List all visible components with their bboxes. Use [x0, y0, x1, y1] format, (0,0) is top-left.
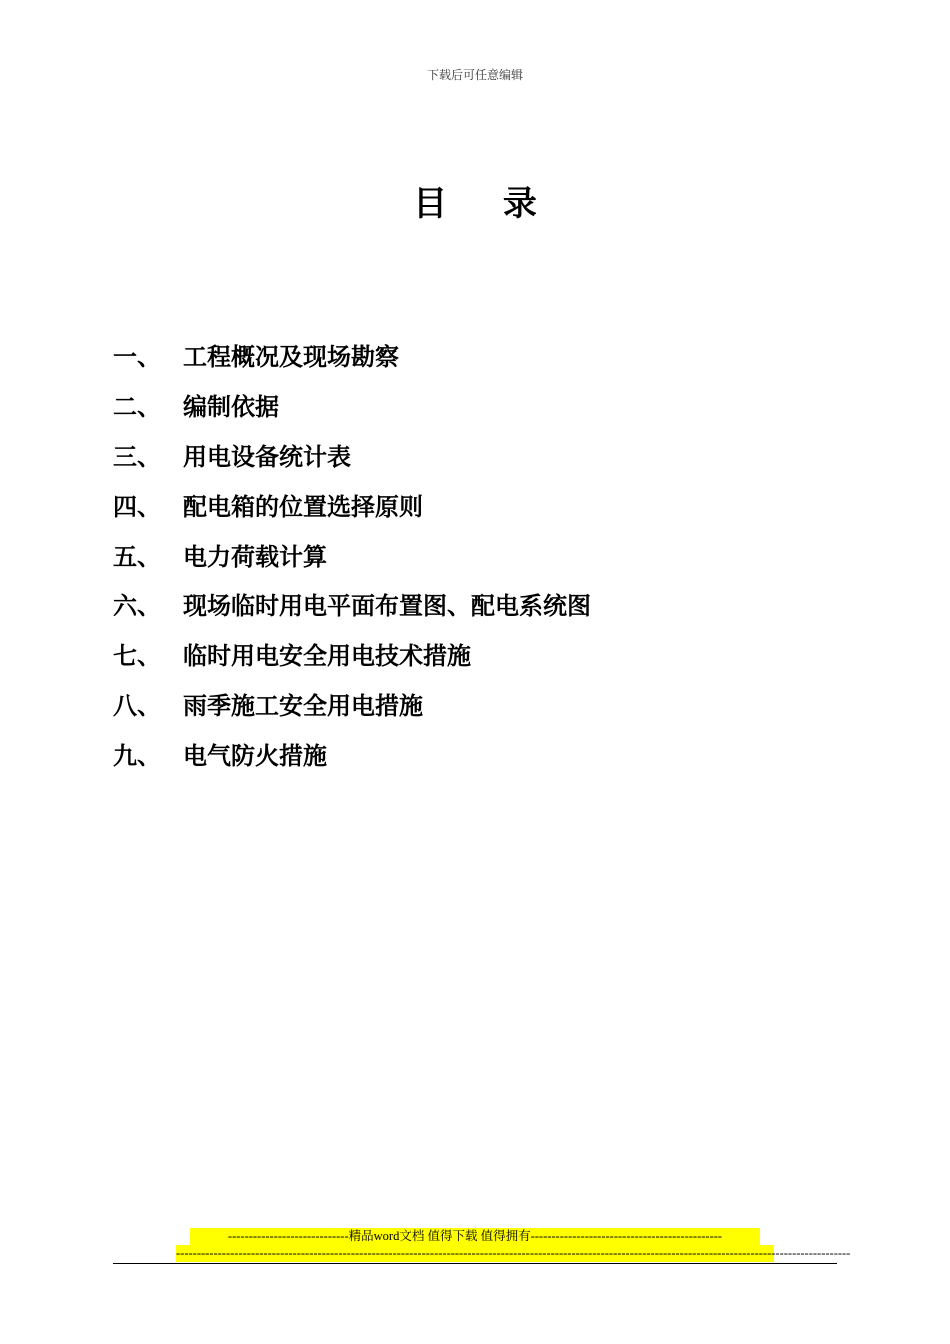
footer-divider [113, 1263, 837, 1264]
toc-item-text: 工程概况及现场勘察 [183, 343, 399, 372]
toc-item [113, 579, 833, 629]
toc-item-number: 一、 [113, 343, 161, 372]
table-of-contents [113, 330, 833, 778]
toc-item-number: 三、 [113, 442, 161, 471]
toc-item-text: 临时用电安全用电技术措施 [183, 642, 471, 671]
toc-item-text: 电力荷载计算 [183, 542, 327, 571]
toc-item [113, 380, 833, 430]
toc-item-text: 现场临时用电平面布置图、配电系统图 [183, 592, 591, 621]
toc-item-text: 雨季施工安全用电措施 [183, 691, 423, 720]
toc-item [113, 479, 833, 529]
toc-item-number: 四、 [113, 492, 161, 521]
footer-line-2: ------------------------------------------------------------------------------------------------------------------------------------------------------------------ [176, 1246, 851, 1260]
header-note: 下载后可任意编辑 [426, 68, 523, 82]
toc-item [113, 529, 833, 579]
toc-item-number: 八、 [113, 691, 161, 720]
toc-item [113, 330, 833, 380]
page-title: 目 录 [413, 184, 559, 224]
toc-item-number: 七、 [113, 642, 161, 671]
toc-item-text: 用电设备统计表 [183, 442, 351, 471]
toc-item [113, 728, 833, 778]
toc-item-number: 五、 [113, 542, 161, 571]
toc-item-text: 编制依据 [183, 393, 279, 422]
toc-item-number: 二、 [113, 393, 161, 422]
toc-item [113, 679, 833, 729]
toc-item-number: 六、 [113, 592, 161, 621]
footer-line-1: -----------------------------精品word文档 值得下载 值得拥有---------------------------------------------- [190, 1228, 760, 1245]
footer-banner [0, 1228, 950, 1262]
toc-item [113, 430, 833, 480]
toc-item-text: 配电箱的位置选择原则 [183, 492, 423, 521]
toc-item-number: 九、 [113, 741, 161, 770]
toc-item-text: 电气防火措施 [183, 741, 327, 770]
toc-item [113, 629, 833, 679]
